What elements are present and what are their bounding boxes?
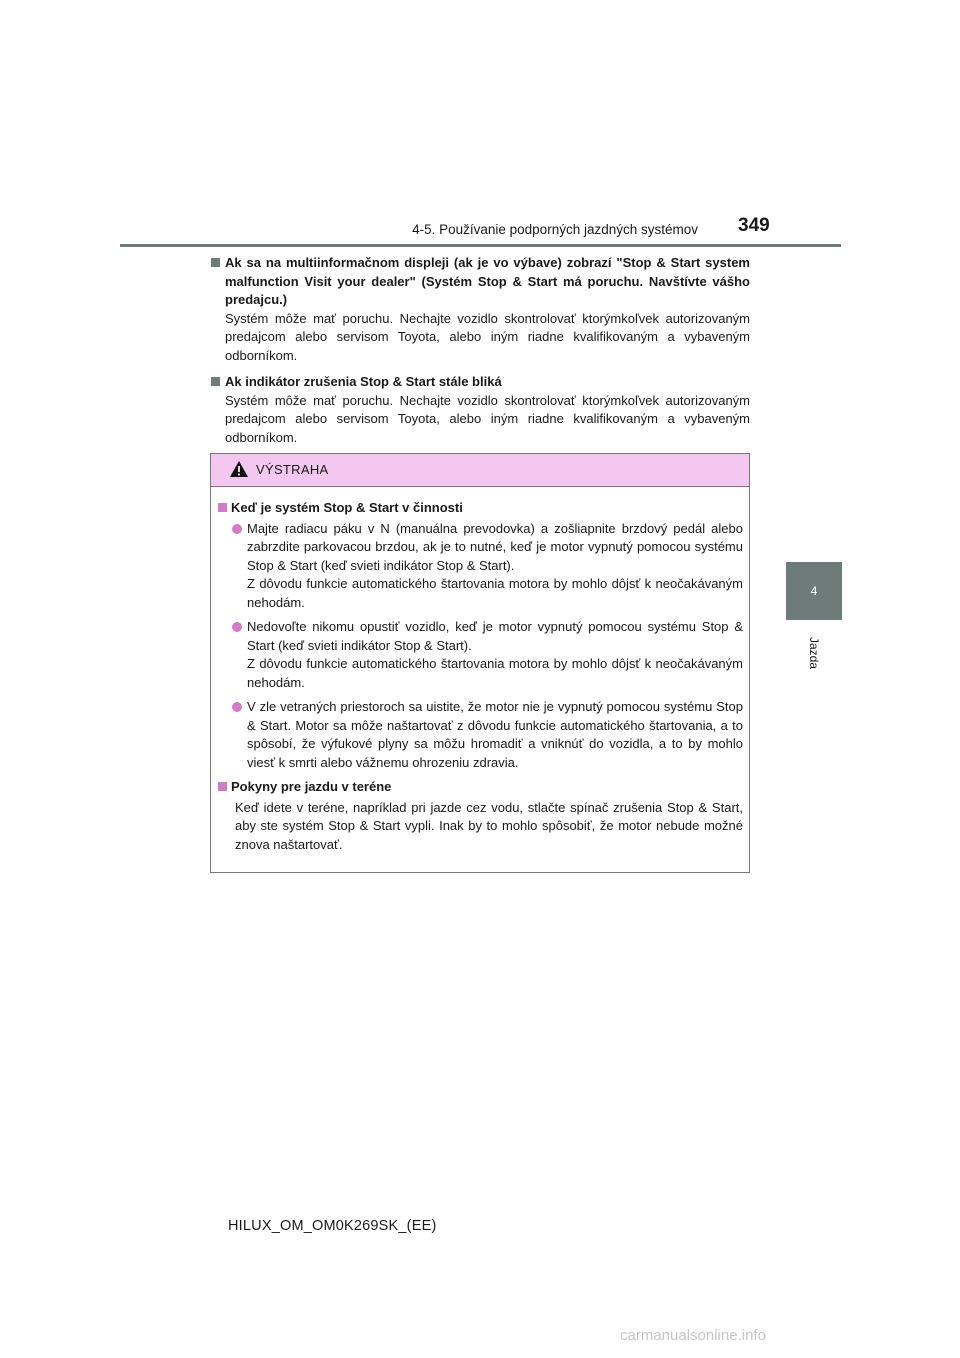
chapter-tab[interactable] bbox=[786, 562, 842, 620]
round-bullet-icon bbox=[232, 702, 242, 712]
warning-section-body: Keď idete v teréne, napríklad pri jazde cez vodu, stlačte spínač zrušenia Stop & Start, aby ste systém Stop & Start vypli. Inak by to mohlo spôsobiť, že motor nebude možné znova naštartovať. bbox=[235, 799, 743, 852]
chapter-number: 4 bbox=[810, 584, 818, 598]
item-body: Systém môže mať poruchu. Nechajte vozidlo skontrolovať ktorýmkoľvek autorizovaným predajcom alebo servisom Toyota, alebo iným riadne kvalifikovaným a vybaveným odborníkom. bbox=[225, 392, 750, 445]
item-heading: Ak indikátor zrušenia Stop & Start stále bliká bbox=[210, 373, 750, 392]
square-bullet-icon bbox=[218, 782, 227, 791]
header-rule bbox=[120, 244, 841, 247]
section-title: 4-5. Používanie podporných jazdných systémov bbox=[412, 222, 698, 237]
watermark[interactable]: carmanualsonline.info bbox=[620, 1327, 766, 1344]
info-item bbox=[210, 254, 750, 365]
warning-title: VÝSTRAHA bbox=[256, 462, 329, 477]
page-number: 349 bbox=[738, 215, 770, 236]
square-bullet-icon bbox=[211, 377, 220, 386]
warning-bullet: Majte radiacu páku v N (manuálna prevodovka) a zošliapnite brzdový pedál alebo zabrzdite parkovacou brzdou, ak je to nutné, keď je motor vypnutý pomocou systému Stop & Start (keď svieti indikátor Stop & Start). Z dôvodu funkcie automatického štartovania motora by mohlo dôjsť k neočakávaným nehodám. bbox=[217, 520, 743, 613]
round-bullet-icon bbox=[232, 622, 242, 632]
item-heading: Ak sa na multiinformačnom displeji (ak je vo výbave) zobrazí "Stop & Start system malfunction Visit your dealer" (Systém Stop & Start má poruchu. Navštívte vášho predajcu.) bbox=[210, 254, 750, 310]
warning-box bbox=[210, 453, 750, 873]
warning-bullet: Nedovoľte nikomu opustiť vozidlo, keď je motor vypnutý pomocou systému Stop & Start (keď svieti indikátor Stop & Start). Z dôvodu funkcie automatického štartovania motora by mohlo dôjsť k neočakávaným nehodám. bbox=[217, 618, 743, 692]
chapter-label: Jazda bbox=[807, 636, 821, 670]
info-item bbox=[210, 373, 750, 447]
round-bullet-icon bbox=[232, 524, 242, 534]
warning-body bbox=[211, 487, 749, 854]
warning-triangle-icon bbox=[229, 460, 249, 478]
warning-bullet: V zle vetraných priestoroch sa uistite, že motor nie je vypnutý pomocou systému Stop & Start. Motor sa môže naštartovať z dôvodu funkcie automatického štartovania, a to spôsobí, že výfukové plyny sa môžu hromadiť a vniknúť do vozidla, a to by mohlo viesť k smrti alebo vážnemu ohrozeniu zdravia. bbox=[217, 698, 743, 772]
warning-section-heading: Keď je systém Stop & Start v činnosti bbox=[217, 499, 743, 518]
document-code: HILUX_OM_OM0K269SK_(EE) bbox=[228, 1218, 437, 1234]
warning-header bbox=[211, 454, 749, 487]
warning-section bbox=[217, 778, 743, 854]
main-content bbox=[210, 254, 750, 455]
warning-section-heading: Pokyny pre jazdu v teréne bbox=[217, 778, 743, 797]
square-bullet-icon bbox=[218, 503, 227, 512]
square-bullet-icon bbox=[211, 258, 220, 267]
warning-section bbox=[217, 499, 743, 772]
item-body: Systém môže mať poruchu. Nechajte vozidlo skontrolovať ktorýmkoľvek autorizovaným predajcom alebo servisom Toyota, alebo iným riadne kvalifikovaným a vybaveným odborníkom. bbox=[225, 310, 750, 363]
